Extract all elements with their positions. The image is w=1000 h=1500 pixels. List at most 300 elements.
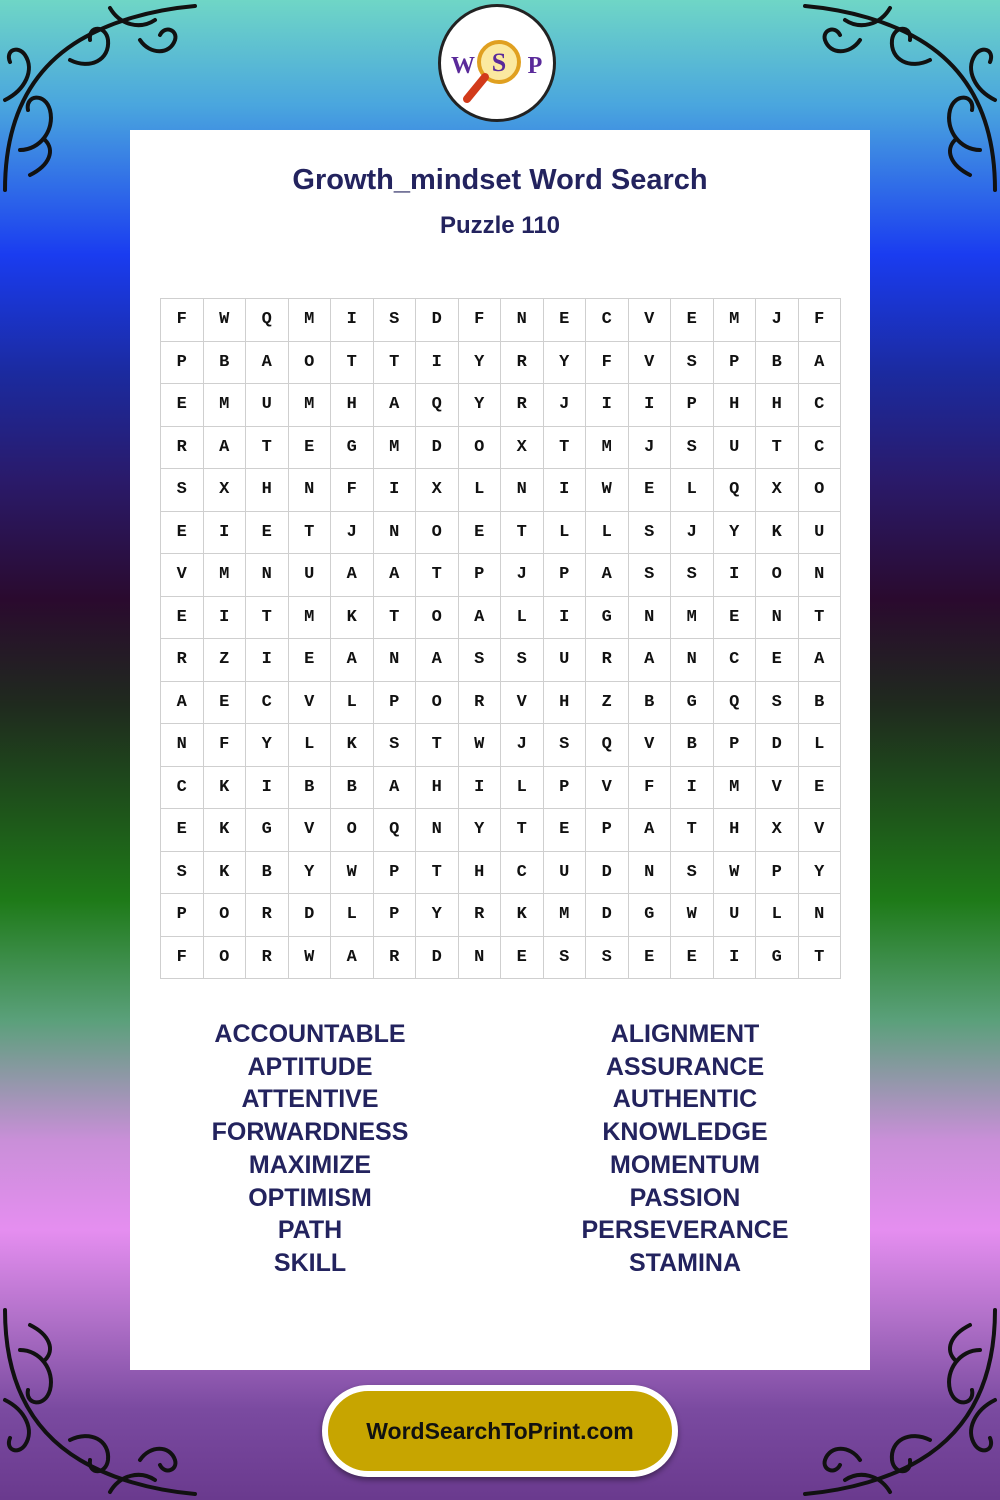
grid-cell[interactable]: S	[586, 936, 629, 979]
grid-cell[interactable]: M	[288, 384, 331, 427]
grid-cell[interactable]: W	[331, 851, 374, 894]
grid-cell[interactable]: O	[203, 894, 246, 937]
grid-cell[interactable]: W	[458, 724, 501, 767]
grid-cell[interactable]: J	[331, 511, 374, 554]
grid-cell[interactable]: V	[501, 681, 544, 724]
grid-cell[interactable]: H	[331, 384, 374, 427]
grid-cell[interactable]: F	[586, 341, 629, 384]
grid-cell[interactable]: P	[161, 341, 204, 384]
grid-cell[interactable]: R	[586, 639, 629, 682]
grid-cell[interactable]: C	[161, 766, 204, 809]
grid-cell[interactable]: G	[756, 936, 799, 979]
grid-cell[interactable]: P	[671, 384, 714, 427]
word-item: KNOWLEDGE	[602, 1118, 768, 1147]
grid-cell[interactable]: S	[161, 851, 204, 894]
grid-cell[interactable]: B	[798, 681, 841, 724]
grid-cell[interactable]: I	[331, 299, 374, 342]
grid-cell[interactable]: A	[586, 554, 629, 597]
grid-cell[interactable]: B	[756, 341, 799, 384]
grid-row	[161, 426, 841, 469]
grid-cell[interactable]: P	[586, 809, 629, 852]
grid-cell[interactable]: J	[628, 426, 671, 469]
grid-cell[interactable]: K	[756, 511, 799, 554]
grid-cell[interactable]: Z	[586, 681, 629, 724]
grid-cell[interactable]: A	[628, 809, 671, 852]
grid-cell[interactable]: T	[246, 596, 289, 639]
grid-cell[interactable]: A	[798, 639, 841, 682]
grid-cell[interactable]: L	[671, 469, 714, 512]
grid-cell[interactable]: R	[501, 384, 544, 427]
grid-cell[interactable]: W	[671, 894, 714, 937]
grid-cell[interactable]: V	[798, 809, 841, 852]
grid-cell[interactable]: Z	[203, 639, 246, 682]
grid-cell[interactable]: Y	[246, 724, 289, 767]
grid-cell[interactable]: C	[246, 681, 289, 724]
grid-cell[interactable]: L	[331, 681, 374, 724]
word-item: STAMINA	[628, 1248, 742, 1277]
grid-cell[interactable]: V	[628, 724, 671, 767]
grid-cell[interactable]: E	[161, 511, 204, 554]
word-list-right	[505, 1018, 865, 1280]
grid-cell[interactable]: S	[458, 639, 501, 682]
grid-cell[interactable]: Q	[713, 681, 756, 724]
grid-cell[interactable]: L	[756, 894, 799, 937]
grid-cell[interactable]: A	[373, 766, 416, 809]
grid-cell[interactable]: O	[416, 596, 459, 639]
grid-cell[interactable]: T	[501, 511, 544, 554]
grid-cell[interactable]: K	[331, 596, 374, 639]
grid-cell[interactable]: S	[543, 936, 586, 979]
grid-cell[interactable]: O	[756, 554, 799, 597]
grid-cell[interactable]: I	[416, 341, 459, 384]
grid-cell[interactable]: N	[798, 554, 841, 597]
grid-row	[161, 894, 841, 937]
grid-cell[interactable]: F	[798, 299, 841, 342]
grid-cell[interactable]: I	[671, 766, 714, 809]
grid-row	[161, 681, 841, 724]
grid-cell[interactable]: A	[246, 341, 289, 384]
grid-cell[interactable]: B	[203, 341, 246, 384]
grid-cell[interactable]: I	[246, 639, 289, 682]
puzzle-number: Puzzle 110	[439, 212, 561, 239]
grid-cell[interactable]: S	[671, 426, 714, 469]
grid-cell[interactable]: G	[246, 809, 289, 852]
grid-row	[161, 809, 841, 852]
grid-cell[interactable]: D	[416, 299, 459, 342]
grid-cell[interactable]: U	[713, 426, 756, 469]
grid-cell[interactable]: A	[373, 384, 416, 427]
grid-cell[interactable]: J	[501, 554, 544, 597]
logo-letter-p: P	[527, 53, 543, 79]
grid-cell[interactable]: R	[246, 936, 289, 979]
grid-cell[interactable]: O	[416, 511, 459, 554]
grid-cell[interactable]: P	[713, 724, 756, 767]
grid-row	[161, 384, 841, 427]
grid-cell[interactable]: F	[331, 469, 374, 512]
word-item: SKILL	[273, 1248, 347, 1277]
grid-row	[161, 554, 841, 597]
grid-cell[interactable]: V	[288, 681, 331, 724]
grid-cell[interactable]: I	[203, 596, 246, 639]
word-item: ALIGNMENT	[610, 1020, 760, 1048]
grid-cell[interactable]: X	[501, 426, 544, 469]
grid-cell[interactable]: V	[288, 809, 331, 852]
grid-cell[interactable]: U	[288, 554, 331, 597]
grid-cell[interactable]: O	[203, 936, 246, 979]
letter-grid	[160, 298, 841, 979]
grid-cell[interactable]: L	[458, 469, 501, 512]
grid-cell[interactable]: B	[671, 724, 714, 767]
grid-cell[interactable]: H	[756, 384, 799, 427]
grid-cell[interactable]: E	[713, 596, 756, 639]
grid-cell[interactable]: L	[798, 724, 841, 767]
grid-cell[interactable]: N	[373, 511, 416, 554]
grid-cell[interactable]: I	[543, 596, 586, 639]
grid-cell[interactable]: E	[288, 639, 331, 682]
grid-cell[interactable]: X	[203, 469, 246, 512]
grid-cell[interactable]: W	[586, 469, 629, 512]
grid-cell[interactable]: O	[288, 341, 331, 384]
word-item: APTITUDE	[247, 1052, 373, 1081]
grid-cell[interactable]: T	[416, 724, 459, 767]
grid-cell[interactable]: F	[203, 724, 246, 767]
grid-cell[interactable]: E	[671, 936, 714, 979]
grid-cell[interactable]: S	[671, 341, 714, 384]
grid-cell[interactable]: M	[586, 426, 629, 469]
grid-cell[interactable]: Q	[416, 384, 459, 427]
grid-cell[interactable]: E	[458, 511, 501, 554]
website-button[interactable]: WordSearchToPrint.com	[322, 1385, 678, 1477]
grid-cell[interactable]: C	[586, 299, 629, 342]
grid-cell[interactable]: N	[288, 469, 331, 512]
grid-cell[interactable]: G	[671, 681, 714, 724]
grid-cell[interactable]: U	[246, 384, 289, 427]
grid-cell[interactable]: S	[671, 554, 714, 597]
grid-cell[interactable]: T	[373, 596, 416, 639]
grid-cell[interactable]: P	[543, 766, 586, 809]
grid-cell[interactable]: M	[373, 426, 416, 469]
grid-cell[interactable]: J	[756, 299, 799, 342]
grid-cell[interactable]: P	[373, 894, 416, 937]
grid-cell[interactable]: J	[501, 724, 544, 767]
grid-cell[interactable]: B	[246, 851, 289, 894]
grid-row	[161, 469, 841, 512]
grid-cell[interactable]: N	[628, 851, 671, 894]
grid-cell[interactable]: V	[628, 341, 671, 384]
grid-cell[interactable]: O	[798, 469, 841, 512]
grid-cell[interactable]: S	[756, 681, 799, 724]
grid-cell[interactable]: E	[161, 384, 204, 427]
grid-cell[interactable]: E	[246, 511, 289, 554]
grid-cell[interactable]: L	[586, 511, 629, 554]
word-item: MOMENTUM	[610, 1150, 760, 1179]
grid-cell[interactable]: E	[203, 681, 246, 724]
grid-cell[interactable]: M	[713, 766, 756, 809]
grid-cell[interactable]: E	[501, 936, 544, 979]
grid-cell[interactable]: H	[416, 766, 459, 809]
grid-cell[interactable]: T	[501, 809, 544, 852]
grid-cell[interactable]: I	[373, 469, 416, 512]
grid-cell[interactable]: N	[501, 299, 544, 342]
grid-cell[interactable]: N	[416, 809, 459, 852]
grid-cell[interactable]: I	[246, 766, 289, 809]
grid-cell[interactable]: N	[373, 639, 416, 682]
grid-cell[interactable]: T	[798, 596, 841, 639]
grid-cell[interactable]: W	[203, 299, 246, 342]
logo-letter-w: W	[451, 53, 475, 79]
grid-cell[interactable]: A	[458, 596, 501, 639]
grid-cell[interactable]: N	[628, 596, 671, 639]
grid-row	[161, 766, 841, 809]
grid-cell[interactable]: E	[756, 639, 799, 682]
grid-cell[interactable]: A	[628, 639, 671, 682]
grid-row	[161, 299, 841, 342]
grid-cell[interactable]: A	[331, 639, 374, 682]
word-item: ATTENTIVE	[241, 1085, 379, 1114]
grid-cell[interactable]: C	[798, 384, 841, 427]
grid-cell[interactable]: Y	[416, 894, 459, 937]
grid-cell[interactable]: N	[246, 554, 289, 597]
word-item: ACCOUNTABLE	[214, 1020, 406, 1048]
grid-cell[interactable]: G	[586, 596, 629, 639]
grid-cell[interactable]: P	[756, 851, 799, 894]
word-item: FORWARDNESS	[211, 1118, 409, 1147]
grid-cell[interactable]: T	[246, 426, 289, 469]
grid-cell[interactable]: Y	[543, 341, 586, 384]
grid-cell[interactable]: A	[331, 554, 374, 597]
grid-cell[interactable]: A	[798, 341, 841, 384]
grid-cell[interactable]: I	[203, 511, 246, 554]
grid-cell[interactable]: B	[288, 766, 331, 809]
grid-cell[interactable]: M	[203, 384, 246, 427]
grid-cell[interactable]: Y	[458, 341, 501, 384]
grid-cell[interactable]: D	[416, 426, 459, 469]
grid-cell[interactable]: T	[416, 554, 459, 597]
word-item: MAXIMIZE	[248, 1150, 372, 1179]
grid-cell[interactable]: I	[713, 554, 756, 597]
grid-row	[161, 511, 841, 554]
grid-cell[interactable]: C	[798, 426, 841, 469]
grid-cell[interactable]: X	[756, 809, 799, 852]
grid-cell[interactable]: G	[628, 894, 671, 937]
grid-cell[interactable]: N	[501, 469, 544, 512]
grid-cell[interactable]: I	[586, 384, 629, 427]
puzzle-sheet	[130, 130, 870, 1370]
grid-cell[interactable]: M	[288, 596, 331, 639]
grid-cell[interactable]: P	[458, 554, 501, 597]
grid-cell[interactable]: T	[756, 426, 799, 469]
grid-cell[interactable]: T	[331, 341, 374, 384]
grid-cell[interactable]: E	[161, 596, 204, 639]
grid-cell[interactable]: H	[458, 851, 501, 894]
grid-cell[interactable]: T	[798, 936, 841, 979]
grid-cell[interactable]: Y	[458, 384, 501, 427]
grid-cell[interactable]: V	[586, 766, 629, 809]
word-item: PASSION	[629, 1183, 741, 1212]
grid-cell[interactable]: D	[756, 724, 799, 767]
grid-cell[interactable]: X	[416, 469, 459, 512]
grid-cell[interactable]: J	[671, 511, 714, 554]
grid-cell[interactable]: V	[756, 766, 799, 809]
grid-cell[interactable]: A	[203, 426, 246, 469]
grid-cell[interactable]: J	[543, 384, 586, 427]
word-item: OPTIMISM	[248, 1183, 372, 1212]
grid-cell[interactable]: U	[713, 894, 756, 937]
grid-cell[interactable]: L	[501, 766, 544, 809]
grid-cell[interactable]: M	[671, 596, 714, 639]
grid-cell[interactable]: I	[628, 384, 671, 427]
grid-cell[interactable]: G	[331, 426, 374, 469]
page-title: Growth_mindset Word Search	[292, 164, 708, 196]
grid-cell[interactable]: W	[288, 936, 331, 979]
grid-row	[161, 596, 841, 639]
grid-cell[interactable]: K	[203, 809, 246, 852]
grid-cell[interactable]: F	[458, 299, 501, 342]
grid-cell[interactable]: P	[373, 851, 416, 894]
grid-cell[interactable]: E	[543, 299, 586, 342]
grid-cell[interactable]: I	[713, 936, 756, 979]
grid-cell[interactable]: U	[543, 639, 586, 682]
grid-cell[interactable]: A	[416, 639, 459, 682]
grid-cell[interactable]: S	[161, 469, 204, 512]
grid-cell[interactable]: B	[628, 681, 671, 724]
grid-cell[interactable]: E	[288, 426, 331, 469]
grid-cell[interactable]: H	[543, 681, 586, 724]
grid-cell[interactable]: Q	[373, 809, 416, 852]
grid-cell[interactable]: I	[458, 766, 501, 809]
grid-cell[interactable]: E	[543, 809, 586, 852]
word-item: AUTHENTIC	[612, 1085, 758, 1114]
grid-cell[interactable]: D	[586, 894, 629, 937]
grid-cell[interactable]: Y	[798, 851, 841, 894]
grid-cell[interactable]: K	[203, 766, 246, 809]
grid-cell[interactable]: E	[628, 469, 671, 512]
grid-cell[interactable]: N	[671, 639, 714, 682]
grid-row	[161, 851, 841, 894]
grid-cell[interactable]: T	[416, 851, 459, 894]
grid-cell[interactable]: O	[331, 809, 374, 852]
grid-cell[interactable]: N	[161, 724, 204, 767]
grid-cell[interactable]: E	[798, 766, 841, 809]
grid-cell[interactable]: L	[543, 511, 586, 554]
grid-cell[interactable]: Y	[713, 511, 756, 554]
grid-cell[interactable]: V	[161, 554, 204, 597]
grid-cell[interactable]: V	[628, 299, 671, 342]
grid-cell[interactable]: S	[373, 724, 416, 767]
grid-cell[interactable]: F	[161, 299, 204, 342]
grid-cell[interactable]: E	[628, 936, 671, 979]
site-logo[interactable]	[438, 4, 556, 122]
grid-cell[interactable]: D	[416, 936, 459, 979]
grid-cell[interactable]: M	[543, 894, 586, 937]
grid-cell[interactable]: Q	[713, 469, 756, 512]
word-list-left	[130, 1018, 490, 1280]
grid-cell[interactable]: O	[458, 426, 501, 469]
word-item: PATH	[277, 1216, 343, 1245]
grid-cell[interactable]: L	[331, 894, 374, 937]
grid-cell[interactable]: L	[288, 724, 331, 767]
word-item: PERSEVERANCE	[581, 1216, 789, 1245]
grid-cell[interactable]: S	[671, 851, 714, 894]
grid-cell[interactable]: P	[713, 341, 756, 384]
grid-cell[interactable]: Y	[458, 809, 501, 852]
grid-cell[interactable]: S	[373, 299, 416, 342]
grid-cell[interactable]: C	[713, 639, 756, 682]
grid-cell[interactable]: R	[373, 936, 416, 979]
grid-cell[interactable]: T	[373, 341, 416, 384]
grid-cell[interactable]: N	[458, 936, 501, 979]
grid-cell[interactable]: M	[203, 554, 246, 597]
logo-letter-s: S	[491, 48, 507, 77]
grid-cell[interactable]: M	[713, 299, 756, 342]
grid-cell[interactable]: T	[543, 426, 586, 469]
grid-cell[interactable]: H	[713, 384, 756, 427]
grid-row	[161, 936, 841, 979]
grid-cell[interactable]: M	[288, 299, 331, 342]
grid-cell[interactable]: T	[671, 809, 714, 852]
grid-cell[interactable]: W	[713, 851, 756, 894]
grid-cell[interactable]: H	[713, 809, 756, 852]
grid-cell[interactable]: S	[501, 639, 544, 682]
grid-cell[interactable]: F	[161, 936, 204, 979]
grid-cell[interactable]: O	[416, 681, 459, 724]
grid-cell[interactable]: D	[288, 894, 331, 937]
grid-cell[interactable]: S	[628, 511, 671, 554]
grid-cell[interactable]: D	[586, 851, 629, 894]
grid-cell[interactable]: A	[331, 936, 374, 979]
grid-cell[interactable]: S	[628, 554, 671, 597]
grid-cell[interactable]: X	[756, 469, 799, 512]
grid-cell[interactable]: Q	[586, 724, 629, 767]
grid-cell[interactable]: R	[161, 639, 204, 682]
grid-cell[interactable]: U	[798, 511, 841, 554]
grid-cell[interactable]: R	[246, 894, 289, 937]
grid-cell[interactable]: Q	[246, 299, 289, 342]
magnifier-icon	[467, 77, 485, 99]
grid-cell[interactable]: U	[543, 851, 586, 894]
grid-row	[161, 724, 841, 767]
grid-cell[interactable]: T	[288, 511, 331, 554]
grid-cell[interactable]: E	[161, 809, 204, 852]
grid-cell[interactable]: Y	[288, 851, 331, 894]
grid-cell[interactable]: P	[373, 681, 416, 724]
grid-cell[interactable]: F	[628, 766, 671, 809]
grid-cell[interactable]: R	[161, 426, 204, 469]
grid-cell[interactable]: S	[543, 724, 586, 767]
grid-cell[interactable]: A	[161, 681, 204, 724]
grid-cell[interactable]: R	[458, 681, 501, 724]
grid-cell[interactable]: C	[501, 851, 544, 894]
grid-cell[interactable]: E	[671, 299, 714, 342]
grid-cell[interactable]: I	[543, 469, 586, 512]
grid-cell[interactable]: K	[331, 724, 374, 767]
grid-cell[interactable]: P	[161, 894, 204, 937]
grid-cell[interactable]: R	[501, 341, 544, 384]
grid-cell[interactable]: L	[501, 596, 544, 639]
grid-cell[interactable]: K	[203, 851, 246, 894]
grid-row	[161, 639, 841, 682]
grid-row	[161, 341, 841, 384]
grid-cell[interactable]: B	[331, 766, 374, 809]
grid-cell[interactable]: H	[246, 469, 289, 512]
grid-cell[interactable]: N	[798, 894, 841, 937]
grid-cell[interactable]: P	[543, 554, 586, 597]
grid-cell[interactable]: A	[373, 554, 416, 597]
word-item: ASSURANCE	[605, 1052, 765, 1081]
grid-cell[interactable]: K	[501, 894, 544, 937]
grid-cell[interactable]: N	[756, 596, 799, 639]
grid-cell[interactable]: R	[458, 894, 501, 937]
